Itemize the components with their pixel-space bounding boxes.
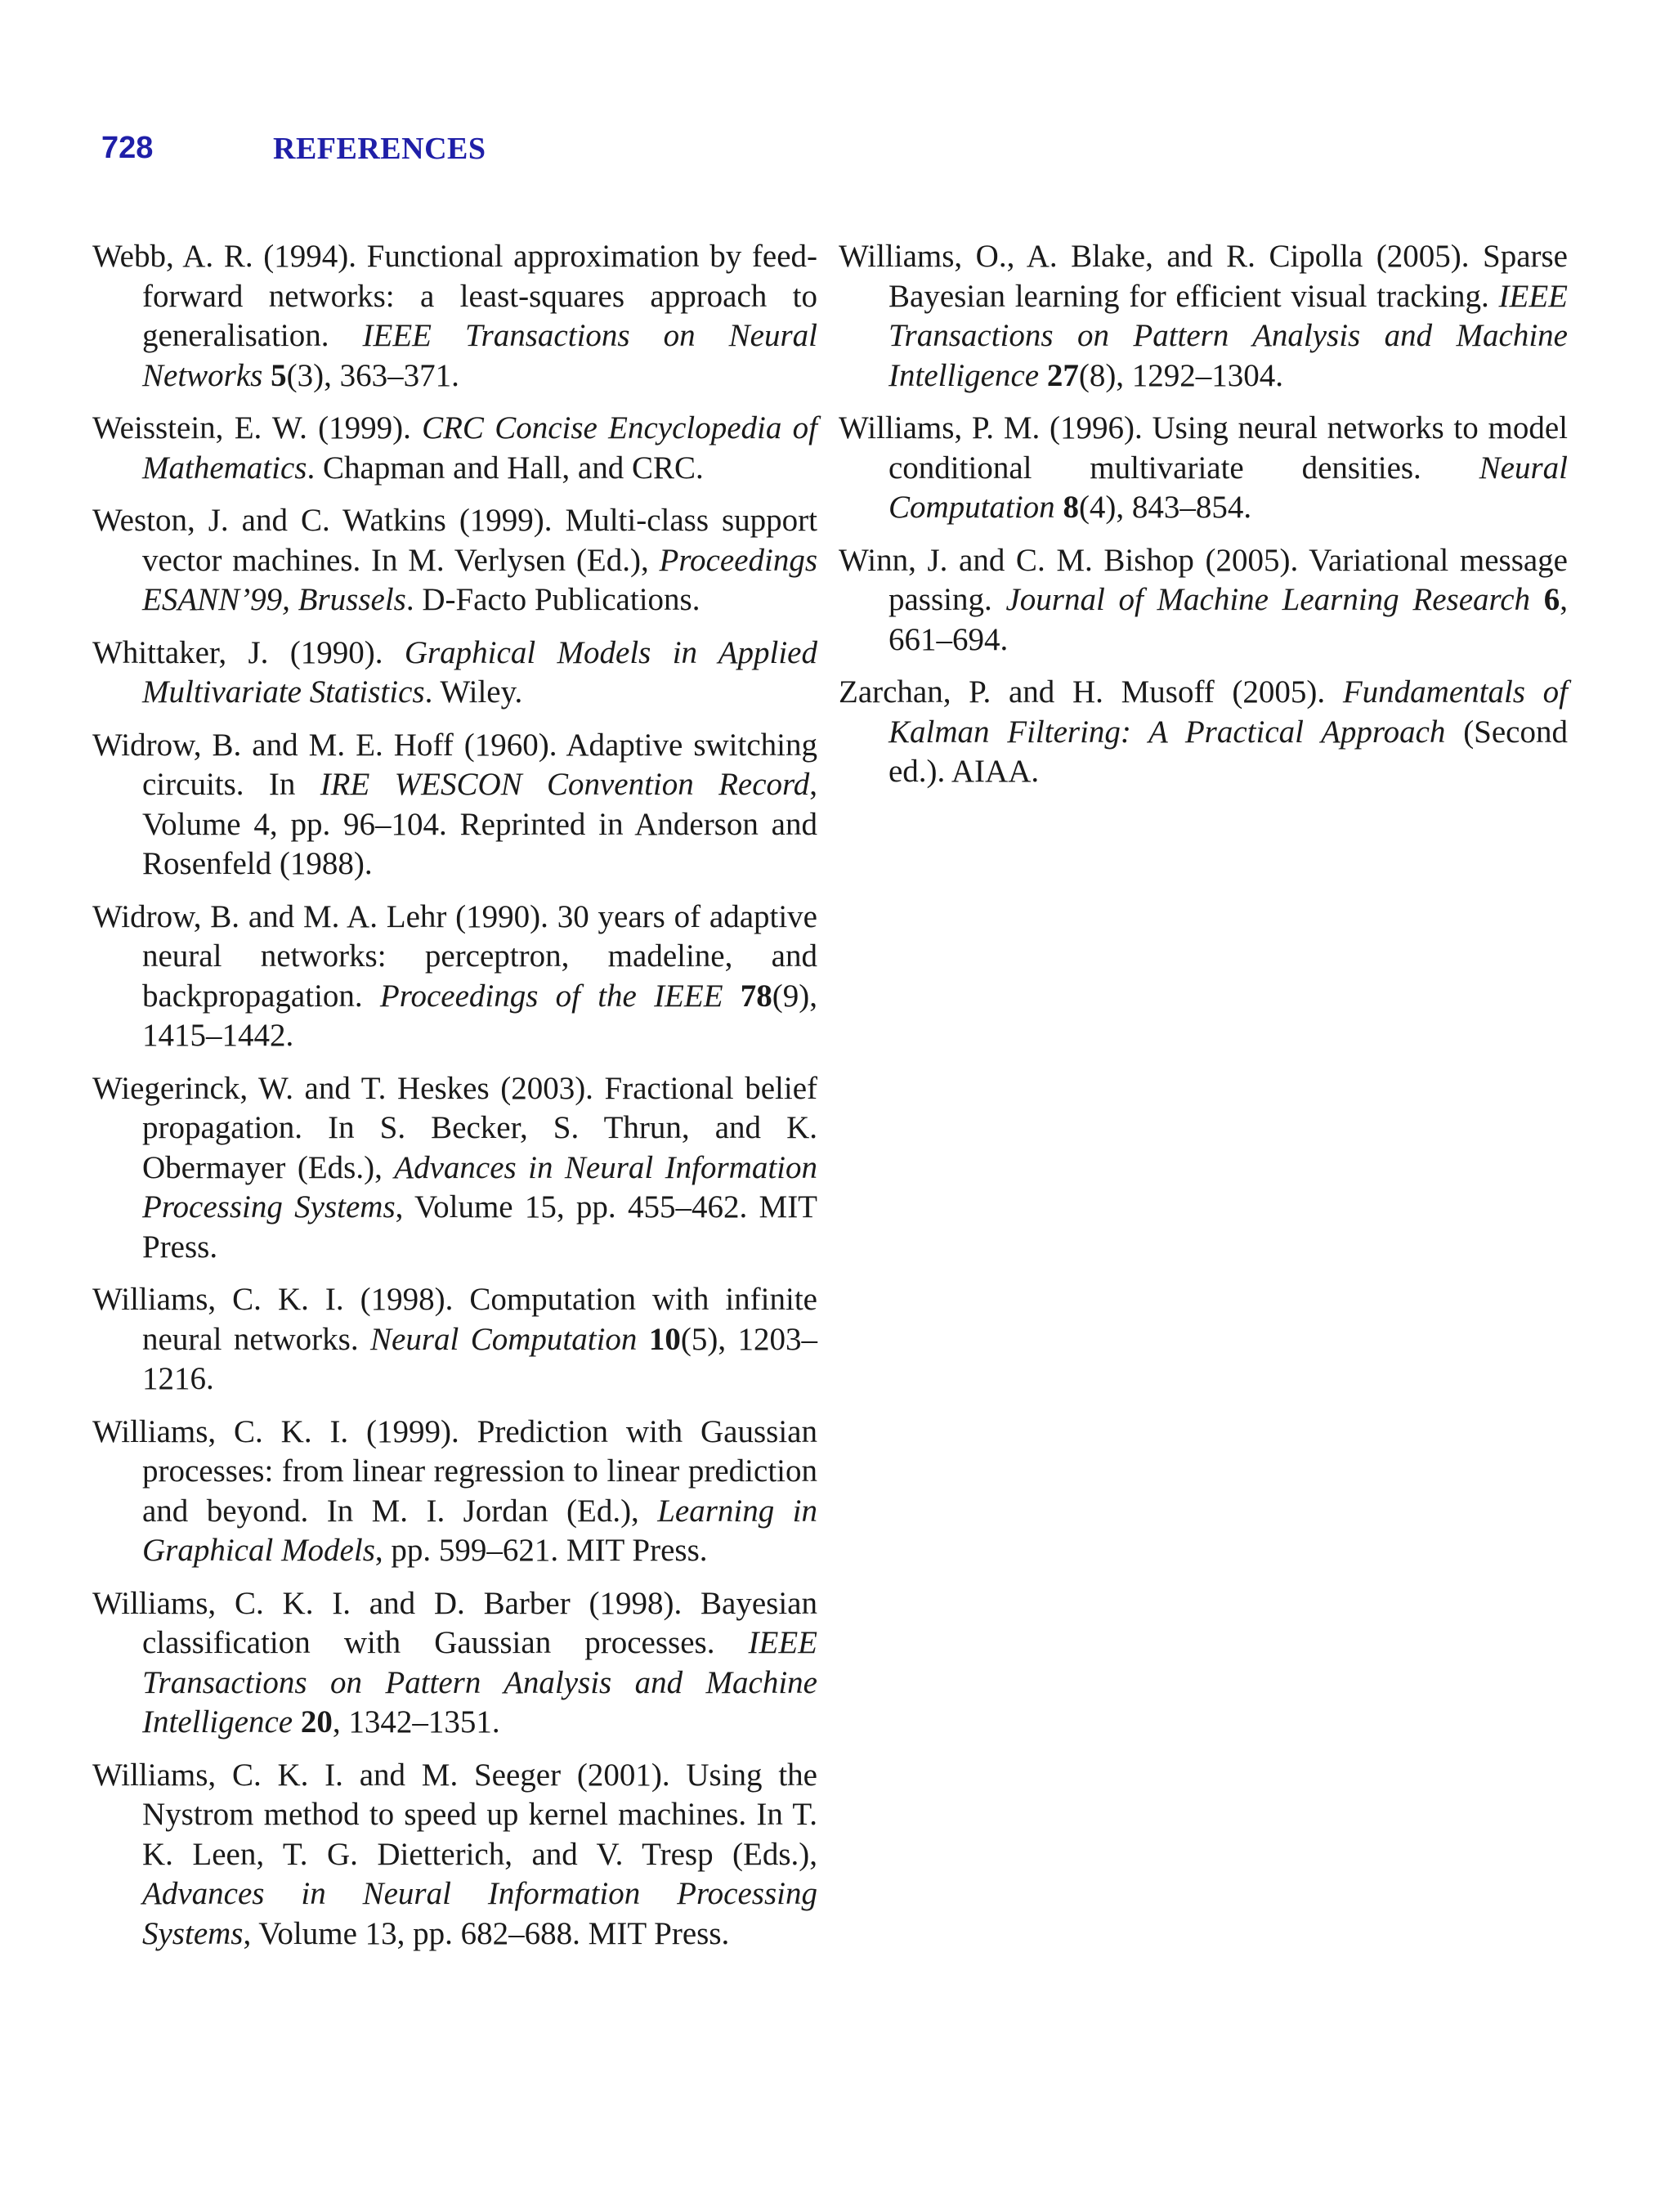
references-column-right bbox=[839, 237, 1568, 805]
reference-entry: Williams, C. K. I. and M. Seeger (2001). Using the Nystrom method to speed up kernel machines. In T. K. Leen, T. G. Dietterich, and V. Tresp (Eds.), Advances in Neural Information Processing Systems, Volume 13, pp. 682–688. MIT Press. bbox=[92, 1757, 817, 1951]
reference-entry: Williams, C. K. I. (1998). Computation with infinite neural networks. Neural Computation 10(5), 1203–1216. bbox=[92, 1282, 817, 1396]
reference-entry: Webb, A. R. (1994). Functional approximation by feed-forward networks: a least-squares approach to generalisation. IEEE Transactions on Neural Networks 5(3), 363–371. bbox=[92, 239, 818, 393]
reference-entry: Wiegerinck, W. and T. Heskes (2003). Fractional belief propagation. In S. Becker, S. Thrun, and K. Obermayer (Eds.), Advances in Neural Information Processing Systems, Volume 15, pp. 455–462. MIT Press. bbox=[92, 1070, 817, 1265]
reference-entry: Widrow, B. and M. A. Lehr (1990). 30 years of adaptive neural networks: perceptron, madeline, and backpropagation. Proceedings of the IEEE 78(9), 1415–1442. bbox=[92, 898, 817, 1053]
reference-entry: Weston, J. and C. Watkins (1999). Multi-class support vector machines. In M. Verlysen (Ed.), Proceedings ESANN’99, Brussels. D-Facto Publications. bbox=[92, 503, 817, 617]
page-number: 728 bbox=[101, 131, 154, 165]
page-header bbox=[101, 131, 1573, 173]
reference-entry: Zarchan, P. and H. Musoff (2005). Fundamentals of Kalman Filtering: A Practical Approach (Second ed.). AIAA. bbox=[839, 674, 1568, 789]
reference-entry: Williams, C. K. I. and D. Barber (1998). Bayesian classification with Gaussian processes. IEEE Transactions on Pattern Analysis and Machine Intelligence 20, 1342–1351. bbox=[92, 1585, 817, 1740]
reference-entry: Weisstein, E. W. (1999). CRC Concise Encyclopedia of Mathematics. Chapman and Hall, and CRC. bbox=[92, 410, 817, 486]
reference-entry: Williams, P. M. (1996). Using neural networks to model conditional multivariate densities. Neural Computation 8(4), 843–854. bbox=[839, 410, 1568, 525]
references-column-left bbox=[92, 237, 817, 1967]
running-title: REFERENCES bbox=[273, 132, 486, 166]
reference-entry: Whittaker, J. (1990). Graphical Models in Applied Multivariate Statistics. Wiley. bbox=[92, 634, 817, 710]
reference-entry: Winn, J. and C. M. Bishop (2005). Variational message passing. Journal of Machine Learning Research 6, 661–694. bbox=[839, 542, 1568, 657]
reference-entry: Widrow, B. and M. E. Hoff (1960). Adaptive switching circuits. In IRE WESCON Convention Record, Volume 4, pp. 96–104. Reprinted in Anderson and Rosenfeld (1988). bbox=[92, 727, 818, 881]
reference-entry: Williams, O., A. Blake, and R. Cipolla (2005). Sparse Bayesian learning for efficient visual tracking. IEEE Transactions on Pattern Analysis and Machine Intelligence 27(8), 1292–1304. bbox=[839, 239, 1568, 393]
reference-entry: Williams, C. K. I. (1999). Prediction with Gaussian processes: from linear regression to linear prediction and beyond. In M. I. Jordan (Ed.), Learning in Graphical Models, pp. 599–621. MIT Press. bbox=[92, 1413, 818, 1568]
